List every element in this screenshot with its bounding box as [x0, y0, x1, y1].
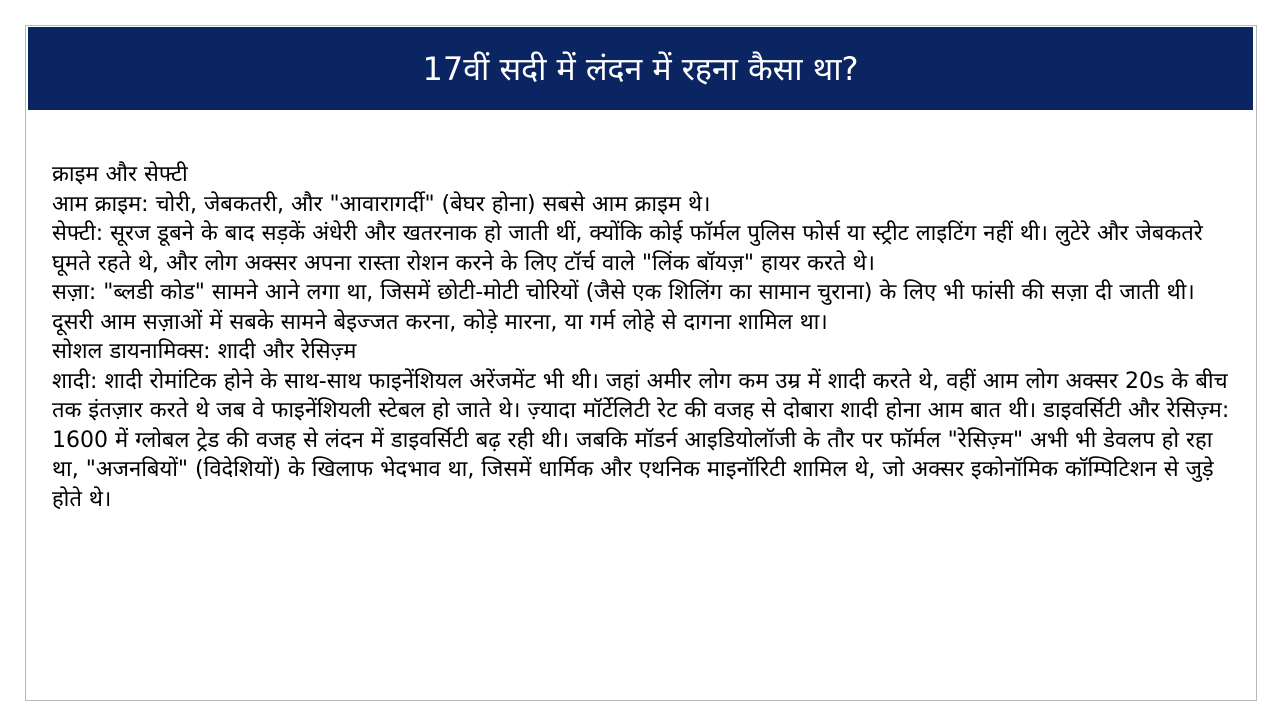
title-bar: [28, 27, 1253, 110]
paragraph-punishment: सज़ा: "ब्लडी कोड" सामने आने लगा था, जिसमें छोटी-मोटी चोरियों (जैसे एक शिलिंग का सामान चुराना) के लिए भी फांसी की सज़ा दी जाती थी। दूसरी आम सज़ाओं में सबके सामने बेइज्जत करना, कोड़े मारना, या गर्म लोहे से दागना शामिल था।: [52, 280, 1195, 335]
slide-title: 17वीं सदी में लंदन में रहना कैसा था?: [422, 49, 859, 88]
section-heading-social-dynamics: सोशल डायनामिक्स: शादी और रेसिज़्म: [52, 339, 357, 364]
slide: [25, 25, 1257, 701]
slide-body: [52, 160, 1232, 514]
section-heading-crime-safety: क्राइम और सेफ्टी: [52, 162, 188, 187]
paragraph-safety: सेफ्टी: सूरज डूबने के बाद सड़कें अंधेरी और खतरनाक हो जाती थीं, क्योंकि कोई फॉर्मल पुलिस फोर्स या स्ट्रीट लाइटिंग नहीं थी। लुटेरे और जेबकतरे घूमते रहते थे, और लोग अक्सर अपना रास्ता रोशन करने के लिए टॉर्च वाले "लिंक बॉयज़" हायर करते थे।: [52, 221, 1203, 276]
paragraph-marriage-racism: शादी: शादी रोमांटिक होने के साथ-साथ फाइनेंशियल अरेंजमेंट भी थी। जहां अमीर लोग कम उम्र में शादी करते थे, वहीं आम लोग अक्सर 20s के बीच तक इंतज़ार करते थे जब वे फाइनेंशियली स्टेबल हो जाते थे। ज़्यादा मॉर्टेलिटी रेट की वजह से दोबारा शादी होना आम बात थी। डाइवर्सिटी और रेसिज़्म: 1600 में ग्लोबल ट्रेड की वजह से लंदन में डाइवर्सिटी बढ़ रही थी। जबकि मॉडर्न आइडियोलॉजी के तौर पर फॉर्मल "रेसिज़्म" अभी भी डेवलप हो रहा था, "अजनबियों" (विदेशियों) के खिलाफ भेदभाव था, जिसमें धार्मिक और एथनिक माइनॉरिटी शामिल थे, जो अक्सर इकोनॉमिक कॉम्पिटिशन से जुड़े होते थे।: [52, 368, 1230, 512]
paragraph-common-crime: आम क्राइम: चोरी, जेबकतरी, और "आवारागर्दी" (बेघर होना) सबसे आम क्राइम थे।: [52, 191, 711, 217]
